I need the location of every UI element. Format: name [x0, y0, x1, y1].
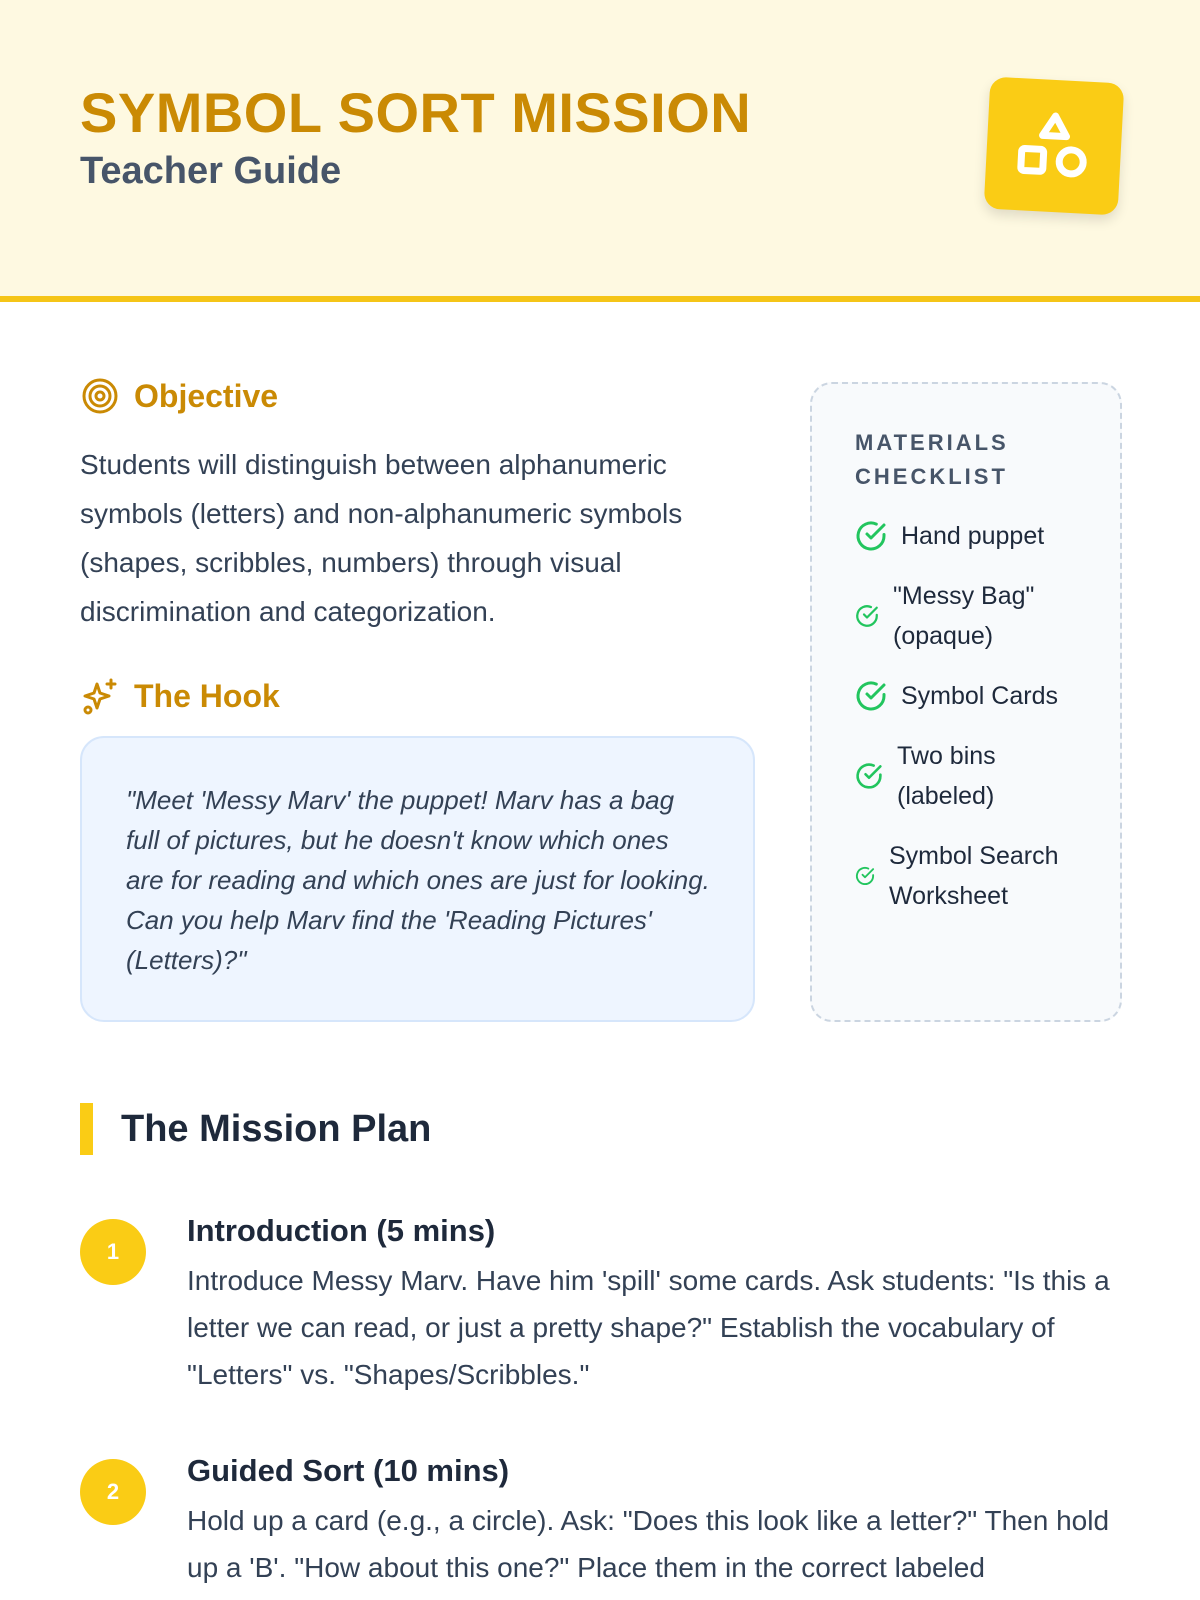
materials-item-label: Hand puppet — [901, 522, 1045, 550]
step-description: Hold up a card (e.g., a circle). Ask: "Does this look like a letter?" Then hold up a 'B'. "How about this one?" Place them in the correct labeled — [187, 1505, 1110, 1583]
sparkles-icon — [80, 676, 120, 716]
materials-item-label: "Messy Bag" (opaque) — [893, 582, 1035, 650]
materials-item-label: Two bins (labeled) — [897, 742, 996, 810]
objective-text: Students will distinguish between alphanumeric symbols (letters) and non-alphanumeric symbols (shapes, scribbles, numbers) through visual discrimination and categorization. — [80, 449, 683, 627]
plan-accent-bar — [80, 1103, 93, 1155]
hook-heading-label: The Hook — [134, 677, 280, 714]
hook-quote-box — [80, 736, 755, 1022]
materials-item — [855, 836, 1100, 916]
shapes-logo — [984, 77, 1125, 216]
plan-step — [80, 1211, 1120, 1391]
materials-title: MATERIALS CHECKLIST — [855, 430, 1009, 489]
materials-item — [855, 736, 1100, 816]
step-title: Introduction (5 mins) — [187, 1213, 496, 1248]
page-subtitle: Teacher Guide — [80, 150, 342, 192]
step-description: Introduce Messy Marv. Have him 'spill' some cards. Ask students: "Is this a letter we can read, or just a pretty shape?" Establish the vocabulary of "Letters" vs. "Shapes/Scribbles." — [187, 1265, 1110, 1390]
step-title: Guided Sort (10 mins) — [187, 1453, 510, 1488]
hook-quote: "Meet 'Messy Marv' the puppet! Marv has a bag full of pictures, but he doesn't know which ones are for reading and which ones are just for looking. Can you help Marv find the 'Reading Pictures' (Letters)?" — [126, 785, 710, 975]
materials-item — [855, 576, 1100, 656]
check-circle-icon — [855, 520, 887, 552]
check-circle-icon — [855, 604, 879, 628]
step-number-badge: 2 — [80, 1459, 146, 1525]
hook-heading — [80, 676, 280, 716]
check-circle-icon — [855, 866, 875, 886]
materials-item — [855, 516, 1100, 556]
objective-heading-label: Objective — [134, 377, 279, 414]
shapes-icon — [1012, 104, 1096, 188]
materials-item-label: Symbol Search Worksheet — [889, 842, 1059, 910]
objective-heading — [80, 376, 278, 416]
materials-list — [855, 516, 1100, 916]
plan-step — [80, 1451, 1120, 1600]
page-title: SYMBOL SORT MISSION — [80, 81, 752, 144]
check-circle-icon — [855, 762, 883, 790]
step-number-badge: 1 — [80, 1219, 146, 1285]
materials-item — [855, 676, 1100, 716]
page-header — [0, 0, 1200, 302]
check-circle-icon — [855, 680, 887, 712]
materials-checklist — [810, 382, 1122, 1022]
target-icon — [80, 376, 120, 416]
materials-item-label: Symbol Cards — [901, 682, 1058, 710]
plan-title: The Mission Plan — [121, 1108, 432, 1150]
